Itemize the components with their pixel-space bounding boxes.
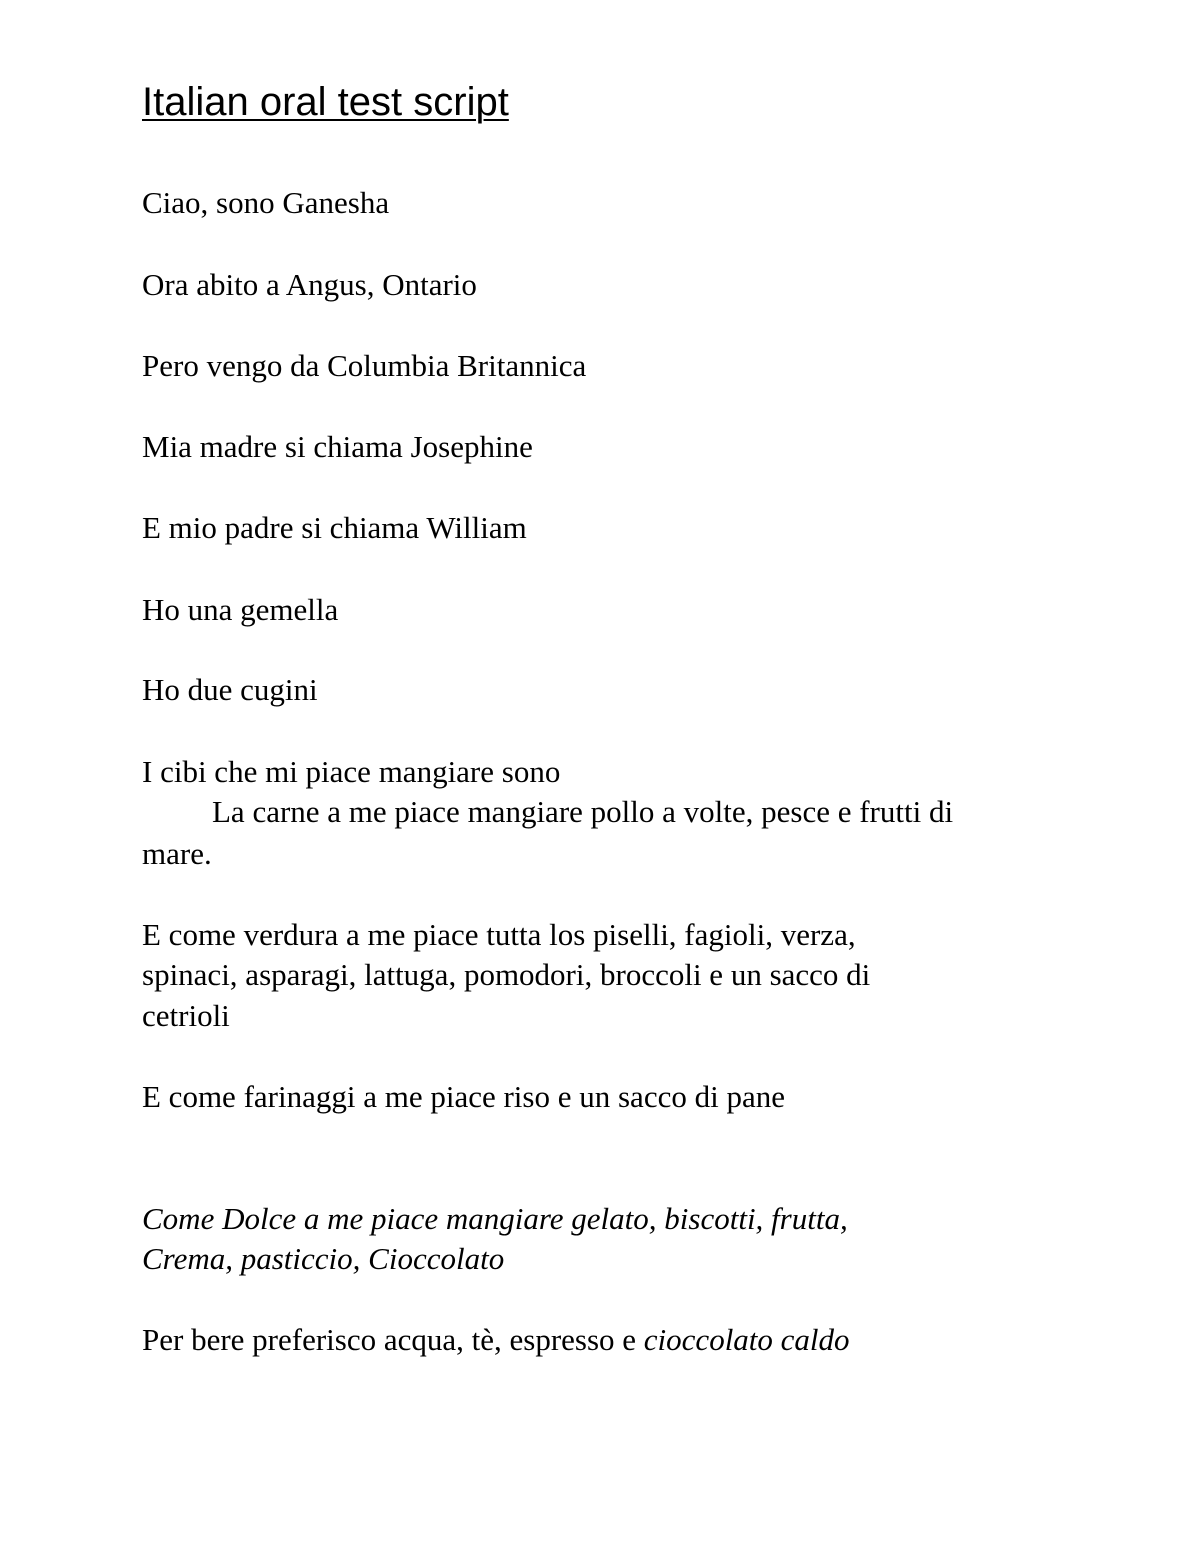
line-desserts-1: Come Dolce a me piace mangiare gelato, biscotti, frutta, [142,1201,848,1236]
line-drinks [142,1320,1072,1360]
document-title: Italian oral test script [142,80,509,124]
drinks-plain-text: Per bere preferisco acqua, tè, espresso e [142,1322,644,1357]
line-vegetables-2: spinaci, asparagi, lattuga, pomodori, broccoli e un sacco di [142,957,871,992]
line-intro: Ciao, sono Ganesha [142,185,390,220]
line-meat-1: La carne a me piace mangiare pollo a volte, pesce e frutti di [212,794,954,829]
line-desserts-2: Crema, pasticcio, Cioccolato [142,1241,505,1276]
line-residence: Ora abito a Angus, Ontario [142,267,477,302]
line-origin: Pero vengo da Columbia Britannica [142,348,587,383]
line-vegetables-3: cetrioli [142,998,230,1033]
line-mother: Mia madre si chiama Josephine [142,429,533,464]
line-meat-2: mare. [142,836,212,871]
line-vegetables-1: E come verdura a me piace tutta los piselli, fagioli, verza, [142,917,856,952]
line-cousins: Ho due cugini [142,672,318,707]
line-foods-heading: I cibi che mi piace mangiare sono [142,754,561,789]
line-twin: Ho una gemella [142,592,339,627]
line-father: E mio padre si chiama William [142,510,527,545]
line-grains: E come farinaggi a me piace riso e un sacco di pane [142,1079,785,1114]
drinks-italic-text: cioccolato caldo [643,1322,850,1357]
